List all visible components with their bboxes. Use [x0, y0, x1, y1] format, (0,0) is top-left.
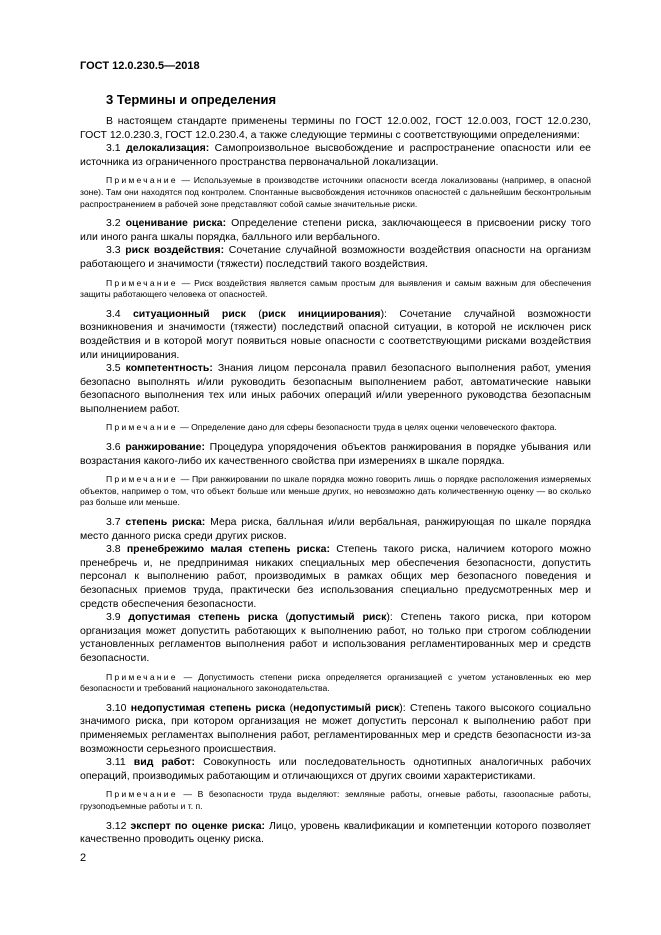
note-dash: —	[177, 422, 192, 433]
note-text: Допустимость степени риска определяется организацией с учетом установленных ею мер безопасности и требований национального законодательства.	[80, 671, 591, 694]
page-number: 2	[80, 852, 87, 864]
term-definition: Совокупность или последовательность однотипных аналогичных рабочих операций, производимых работающим и отличающихся от других своими характеристиками.	[80, 756, 591, 782]
note-text: Определение дано для сферы безопасности труда в целях оценки человеческого фактора.	[191, 422, 557, 433]
section-title: 3 Термины и определения	[106, 92, 277, 107]
term-number: 3.4	[106, 307, 133, 320]
note-dash: —	[177, 277, 195, 288]
term-name: пренебрежимо малая степень риска:	[126, 543, 330, 556]
term-name: ситуационный риск	[132, 307, 246, 320]
note	[80, 474, 591, 509]
term-entry	[80, 611, 591, 665]
note-text: Используемые в производстве источники опасности всегда локализованы (например, в опасной зоне). Там они находятся под контролем. Спонтанные высвобождения источников опасностей с дальнейшим бесконтрольным распространением в рабочей зоне представляют собой самые значительные риски.	[80, 175, 592, 209]
term-name: оценивание риска:	[125, 217, 227, 230]
term-entry	[80, 702, 591, 756]
term-number: 3.9	[106, 611, 129, 624]
term-entry	[80, 142, 591, 169]
terms-list	[80, 142, 591, 847]
term-name: риск воздействия:	[125, 244, 225, 257]
note-dash: —	[177, 175, 194, 186]
term-number: 3.5	[106, 362, 126, 375]
term-entry	[80, 441, 591, 468]
term-number: 3.2	[106, 217, 126, 230]
note-text: При ранжировании по шкале порядка можно говорить лишь о порядке расположения измеряемых объектов, например о том, что объект больше или меньше других, но невозможно дать количественную оценку — во сколько раз больше или меньше.	[80, 474, 591, 508]
term-paren-open: (	[245, 307, 262, 320]
term-paren-close: ):	[399, 701, 406, 714]
note-dash: —	[177, 671, 199, 682]
intro-paragraph: В настоящем стандарте применены термины по ГОСТ 12.0.002, ГОСТ 12.0.003, ГОСТ 12.0.230, ГОСТ 12.0.230.3, ГОСТ 12.0.230.4, а также следующие термины с соответствующими определениями:	[80, 115, 591, 141]
term-definition: Сочетание случайной возможности возникновения и значимости (тяжести) последствий опасной ситуации, в которой не исключен риск воздействия и в которой могут появиться новые опасности с соответствующими рисками воздействия или инициирования.	[80, 307, 591, 361]
term-paren-close: ):	[386, 611, 393, 624]
note	[80, 789, 591, 812]
term-entry	[80, 756, 591, 783]
term-paren-open: (	[277, 611, 289, 624]
note-dash: —	[177, 474, 192, 485]
note	[80, 422, 591, 434]
term-synonym: риск инициирования	[261, 307, 381, 320]
term-number: 3.3	[106, 244, 126, 257]
term-entry	[80, 543, 591, 611]
note-text: В безопасности труда выделяют: земляные работы, огневые работы, газоопасные работы, грузоподъемные работы и т. п.	[80, 789, 592, 811]
term-entry	[80, 217, 591, 244]
term-definition: Степень такого высокого социально значимого риска, при котором организация не может допустить персонал к выполнению работ при применяемых регламентах выполнения работ, регламентированных мер и средств безопасности из-за возможности серьезного происшествия.	[80, 701, 592, 755]
term-number: 3.1	[106, 142, 127, 155]
term-name: эксперт по оценке риска:	[130, 819, 266, 832]
term-definition: Самопроизвольное высвобождение и распространение опасности или ее источника из ограниченного пространства первоначальной локализации.	[80, 142, 591, 168]
term-synonym: недопустимый риск	[293, 701, 400, 714]
note-label: Примечание	[106, 422, 178, 433]
term-number: 3.12	[106, 819, 131, 832]
term-entry	[80, 308, 591, 362]
term-name: допустимая степень риска	[128, 611, 278, 624]
term-paren-open: (	[285, 701, 294, 714]
term-number: 3.8	[106, 543, 127, 556]
page-content	[80, 92, 591, 847]
term-name: степень риска:	[125, 516, 206, 529]
term-entry	[80, 516, 591, 543]
term-name: делокализация:	[126, 142, 210, 155]
term-entry	[80, 362, 591, 416]
note-label: Примечание	[106, 789, 178, 800]
note-label: Примечание	[106, 175, 178, 186]
term-definition: Знания лицом персонала правил безопасного выполнения работ, умения безопасно выполнять и/или руководить безопасным выполнением работ, автоматические навыки безопасного выполнения тех или иных рабочих операций и/или уверенного руководства безопасным выполнением работ.	[80, 362, 591, 415]
term-number: 3.10	[106, 701, 131, 714]
term-number: 3.11	[106, 756, 134, 769]
term-definition: Определение степени риска, заключающееся в присвоении риску того или иного ранга шкалы порядка, балльного или вербального.	[80, 217, 592, 243]
note-dash: —	[177, 789, 198, 800]
term-number: 3.6	[106, 441, 126, 454]
term-name: недопустимая степень риска	[130, 701, 286, 714]
term-number: 3.7	[106, 516, 126, 529]
note	[80, 672, 591, 695]
term-paren-close: ):	[380, 307, 387, 320]
term-definition: Степень такого риска, при котором организация может допустить работающих к выполнению работ, но только при строгом соблюдении установленных регламентов выполнения работ и использования регламентированных мер и средств безопасности.	[80, 611, 591, 664]
term-definition: Лицо, уровень квалификации и компетенции которого позволяет качественно проводить оценку риска.	[80, 819, 591, 846]
term-name: ранжирование:	[125, 441, 205, 454]
note	[80, 278, 591, 301]
term-name: вид работ:	[133, 756, 196, 769]
term-definition: Процедура упорядочения объектов ранжирования в порядке убывания или возрастания какого-либо их качественного свойства при измерениях в шкале порядка.	[80, 441, 592, 467]
term-definition: Степень такого риска, наличием которого можно пренебречь и, не предпринимая никаких специальных мер обеспечения безопасности, допустить персонал к выполнению работ, производимых в рамках общих мер безопасного поведения и безопасных приемов труда, практически без использования специально предусмотренных мер и средств обеспечения безопасности.	[80, 543, 591, 610]
term-name: компетентность:	[125, 362, 213, 375]
term-synonym: допустимый риск	[289, 611, 387, 624]
term-entry	[80, 820, 591, 847]
document-code: ГОСТ 12.0.230.5—2018	[80, 60, 200, 72]
term-definition: Сочетание случайной возможности воздействия опасности на организм работающего и значимости (тяжести) последствий такого воздействия.	[80, 244, 591, 270]
note-label: Примечание	[106, 277, 178, 288]
note	[80, 175, 591, 210]
note-text: Риск воздействия является самым простым для выявления и самым важным для обеспечения защиты работающего человека от опасностей.	[80, 277, 592, 300]
term-definition: Мера риска, балльная и/или вербальная, ранжирующая по шкале порядка место данного риска среди других рисков.	[80, 516, 591, 542]
term-entry	[80, 244, 591, 271]
note-label: Примечание	[106, 671, 178, 682]
note-label: Примечание	[106, 474, 178, 485]
